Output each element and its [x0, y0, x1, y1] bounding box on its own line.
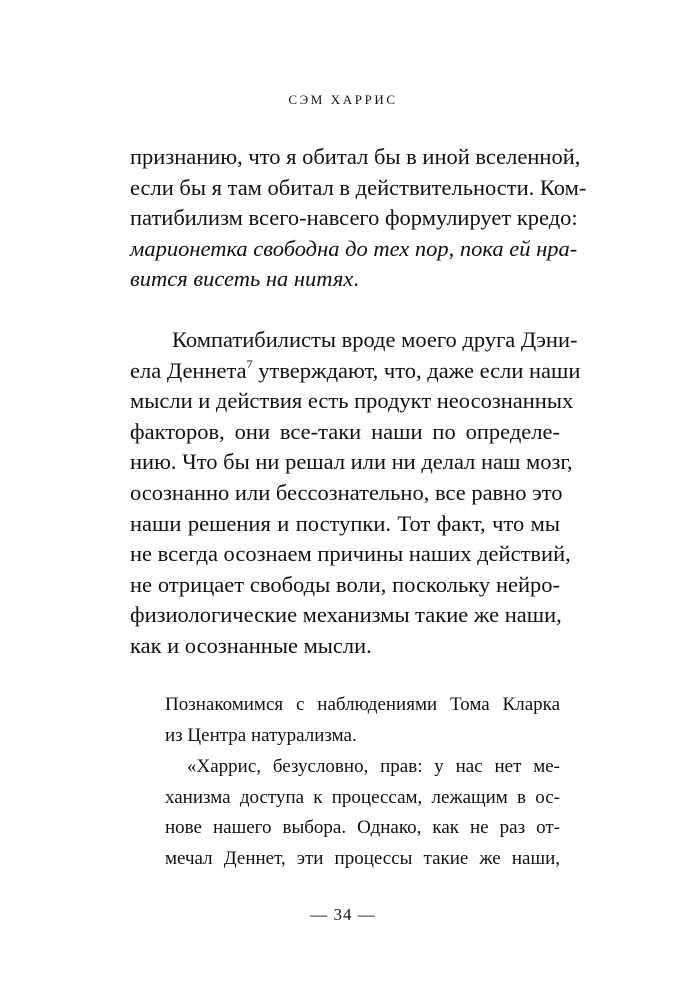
text-line: признанию, что я обитал бы в иной вселенной,: [130, 144, 581, 169]
paragraph-1: [130, 142, 587, 295]
block-quote: [165, 752, 560, 874]
text-line: ханизма доступа к процессам, лежащим в ос-: [165, 786, 560, 808]
text-line: не отрицает свободы воли, поскольку нейро-: [130, 571, 560, 597]
text-line: Познакомимся с наблюдениями Тома Кларка: [165, 694, 560, 715]
italic-text: вится висеть на нитях: [130, 266, 354, 292]
italic-text-line: марионетка свободна до тех пор, пока ей нра-: [130, 235, 578, 261]
paragraph-2: [130, 325, 581, 662]
text-line: осознанно или бессознательно, все равно это: [130, 479, 563, 505]
text-line: физиологические механизмы такие же наши,: [130, 602, 562, 628]
text-line-last: из Центра натурализма.: [165, 724, 357, 746]
text-line-with-footnote: [130, 356, 581, 387]
quote-intro: [165, 690, 560, 751]
running-head: СЭМ ХАРРИС: [288, 92, 398, 107]
text-line: мечал Деннет, эти процессы такие же наши,: [165, 847, 560, 869]
end-punctuation: .: [353, 266, 359, 292]
text-line: «Харрис, безусловно, прав: у нас нет ме-: [187, 756, 560, 777]
text-line: не всегда осознаем причины наших действий,: [130, 541, 571, 567]
text-line: мысли и действия есть продукт неосознанных: [130, 388, 574, 414]
text-line-last: как и осознанные мысли.: [130, 632, 372, 658]
text-line-last: [130, 264, 560, 295]
text-line: Компатибилисты вроде моего друга Дэни-: [172, 327, 578, 352]
text-line: патибилизм всего-навсего формулирует кредо:: [130, 205, 578, 231]
text-line: если бы я там обитал в действительности. Ком-: [130, 174, 587, 200]
text-segment: ела Деннета: [130, 357, 247, 383]
text-line: нию. Что бы ни решал или ни делал наш мозг,: [130, 449, 573, 475]
footnote-reference[interactable]: 7: [246, 356, 253, 371]
text-line: нове нашего выбора. Однако, как не раз от-: [165, 817, 560, 838]
page-number: — 34 —: [310, 905, 376, 924]
text-segment: утверждают, что, даже если наши: [252, 357, 581, 383]
text-line: наши решения и поступки. Тот факт, что мы: [130, 510, 560, 536]
text-line: факторов, они все-таки наши по определе-: [130, 418, 560, 444]
